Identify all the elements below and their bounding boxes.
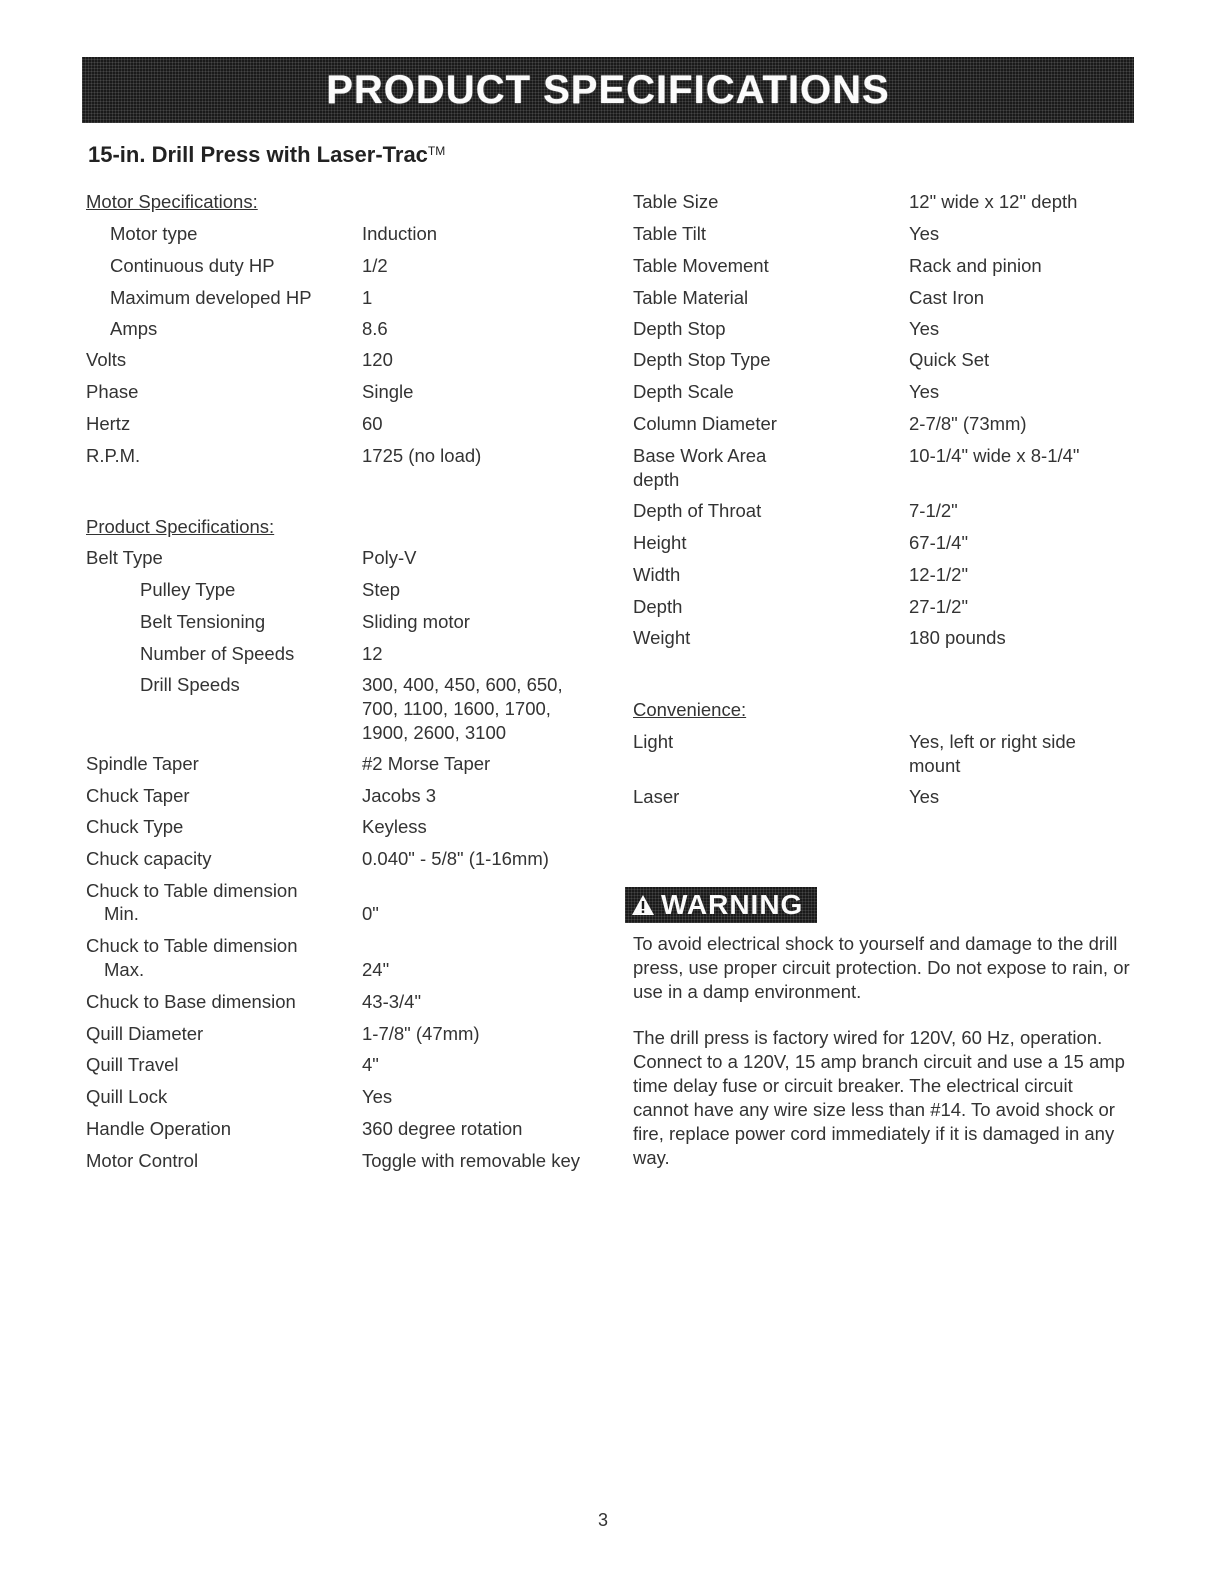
spec-value: Rack and pinion bbox=[909, 255, 1042, 276]
warning-paragraph: To avoid electrical shock to yourself and damage to the drill press, use proper circuit protection. Do not expose to rain, or use in a damp environment. bbox=[633, 933, 1130, 1002]
spec-label: Quill Lock bbox=[86, 1086, 168, 1107]
product-title-text: 15-in. Drill Press with Laser-Trac bbox=[88, 142, 428, 167]
spec-label: Drill Speeds bbox=[140, 674, 240, 695]
spec-value: Yes, left or right side mount bbox=[909, 731, 1076, 776]
spec-value: 8.6 bbox=[362, 318, 388, 339]
spec-label: Table Tilt bbox=[633, 223, 707, 244]
spec-label: Chuck to Base dimension bbox=[86, 991, 296, 1012]
spec-label: R.P.M. bbox=[86, 445, 141, 466]
spec-value: 12-1/2" bbox=[909, 564, 969, 585]
spec-value: 24" bbox=[362, 959, 390, 980]
spec-label: Depth of Throat bbox=[633, 500, 762, 521]
spec-value: Single bbox=[362, 381, 414, 402]
spec-value: Yes bbox=[909, 786, 940, 807]
spec-value: 60 bbox=[362, 413, 383, 434]
spec-value: 1-7/8" (47mm) bbox=[362, 1023, 480, 1044]
spec-value: 67-1/4" bbox=[909, 532, 969, 553]
spec-label: Number of Speeds bbox=[140, 643, 295, 664]
spec-value: 7-1/2" bbox=[909, 500, 958, 521]
spec-value: 1 bbox=[362, 287, 373, 308]
spec-value: Step bbox=[362, 579, 401, 600]
spec-label: Chuck capacity bbox=[86, 848, 212, 869]
spec-value: Quick Set bbox=[909, 349, 990, 370]
spec-value: 10-1/4" wide x 8-1/4" bbox=[909, 445, 1080, 466]
spec-value: Yes bbox=[362, 1086, 393, 1107]
spec-label: Pulley Type bbox=[140, 579, 236, 600]
spec-value: 0.040" - 5/8" (1-16mm) bbox=[362, 848, 549, 869]
spec-value: #2 Morse Taper bbox=[362, 753, 491, 774]
warning-triangle-icon bbox=[631, 893, 655, 917]
spec-label: Quill Diameter bbox=[86, 1023, 204, 1044]
spec-value: 360 degree rotation bbox=[362, 1118, 523, 1139]
spec-value: Poly-V bbox=[362, 547, 417, 568]
spec-label: Motor type bbox=[110, 223, 198, 244]
spec-label: Amps bbox=[110, 318, 158, 339]
spec-value: Sliding motor bbox=[362, 611, 470, 632]
spec-value: Induction bbox=[362, 223, 438, 244]
spec-label: Maximum developed HP bbox=[110, 287, 312, 308]
spec-label: Depth bbox=[633, 596, 683, 617]
trademark-mark: TM bbox=[427, 144, 446, 158]
banner-title: PRODUCT SPECIFICATIONS bbox=[326, 67, 890, 112]
warning-badge bbox=[625, 887, 817, 923]
product-title bbox=[88, 142, 445, 168]
spec-label: Table Movement bbox=[633, 255, 769, 276]
spec-value: 12" wide x 12" depth bbox=[909, 191, 1078, 212]
spec-label: Hertz bbox=[86, 413, 131, 434]
convenience-heading: Convenience: bbox=[633, 699, 747, 720]
spec-value: 43-3/4" bbox=[362, 991, 422, 1012]
spec-value: Yes bbox=[909, 318, 940, 339]
spec-value: 0" bbox=[362, 903, 379, 924]
spec-label: Chuck Taper bbox=[86, 785, 190, 806]
spec-label: Weight bbox=[633, 627, 691, 648]
spec-value: Cast Iron bbox=[909, 287, 985, 308]
spec-label: Phase bbox=[86, 381, 139, 402]
spec-label: Base Work Area bbox=[633, 445, 767, 466]
section-banner bbox=[82, 57, 1134, 123]
spec-label: Chuck Type bbox=[86, 816, 184, 837]
spec-label: Spindle Taper bbox=[86, 753, 199, 774]
spec-label: Depth Scale bbox=[633, 381, 734, 402]
spec-value: 12 bbox=[362, 643, 383, 664]
spec-label: Chuck to Table dimension bbox=[86, 880, 298, 901]
spec-label: Motor Control bbox=[86, 1150, 199, 1171]
spec-label: Column Diameter bbox=[633, 413, 777, 434]
spec-value: 1/2 bbox=[362, 255, 388, 276]
spec-label: Belt Type bbox=[86, 547, 163, 568]
spec-value: Toggle with removable key bbox=[362, 1150, 580, 1171]
spec-label-cont: depth bbox=[633, 469, 680, 490]
warning-paragraph: The drill press is factory wired for 120V, 60 Hz, operation. Connect to a 120V, 15 amp branch circuit and use a 15 amp time delay fuse or circuit breaker. The electrical circuit cannot have any wire size less than #14. To avoid shock or fire, replace power cord immediately if it is damaged in any way. bbox=[633, 1027, 1125, 1168]
motor-specs-heading: Motor Specifications: bbox=[86, 191, 258, 212]
spec-label-cont: Max. bbox=[104, 959, 145, 980]
spec-label-cont: Min. bbox=[104, 903, 139, 924]
spec-label: Width bbox=[633, 564, 681, 585]
spec-label: Light bbox=[633, 731, 674, 752]
spec-label: Volts bbox=[86, 349, 127, 370]
spec-label: Depth Stop Type bbox=[633, 349, 771, 370]
spec-value: 2-7/8" (73mm) bbox=[909, 413, 1027, 434]
spec-value: 4" bbox=[362, 1054, 379, 1075]
page-number: 3 bbox=[598, 1510, 609, 1530]
spec-label: Laser bbox=[633, 786, 680, 807]
spec-label: Handle Operation bbox=[86, 1118, 232, 1139]
spec-value: 180 pounds bbox=[909, 627, 1006, 648]
spec-label: Quill Travel bbox=[86, 1054, 179, 1075]
spec-value: Keyless bbox=[362, 816, 427, 837]
spec-label: Height bbox=[633, 532, 687, 553]
spec-label: Continuous duty HP bbox=[110, 255, 275, 276]
spec-label: Table Material bbox=[633, 287, 749, 308]
spec-label: Belt Tensioning bbox=[140, 611, 266, 632]
spec-value: 27-1/2" bbox=[909, 596, 969, 617]
spec-value: Yes bbox=[909, 381, 940, 402]
spec-value: 300, 400, 450, 600, 650, 700, 1100, 1600, 1700, 1900, 2600, 3100 bbox=[362, 674, 563, 743]
product-specs-heading: Product Specifications: bbox=[86, 516, 275, 537]
spec-label: Chuck to Table dimension bbox=[86, 935, 298, 956]
spec-label: Depth Stop bbox=[633, 318, 726, 339]
spec-label: Table Size bbox=[633, 191, 719, 212]
spec-value: 120 bbox=[362, 349, 393, 370]
warning-label: WARNING bbox=[661, 889, 804, 920]
spec-value: Yes bbox=[909, 223, 940, 244]
spec-value: Jacobs 3 bbox=[362, 785, 437, 806]
spec-value: 1725 (no load) bbox=[362, 445, 482, 466]
